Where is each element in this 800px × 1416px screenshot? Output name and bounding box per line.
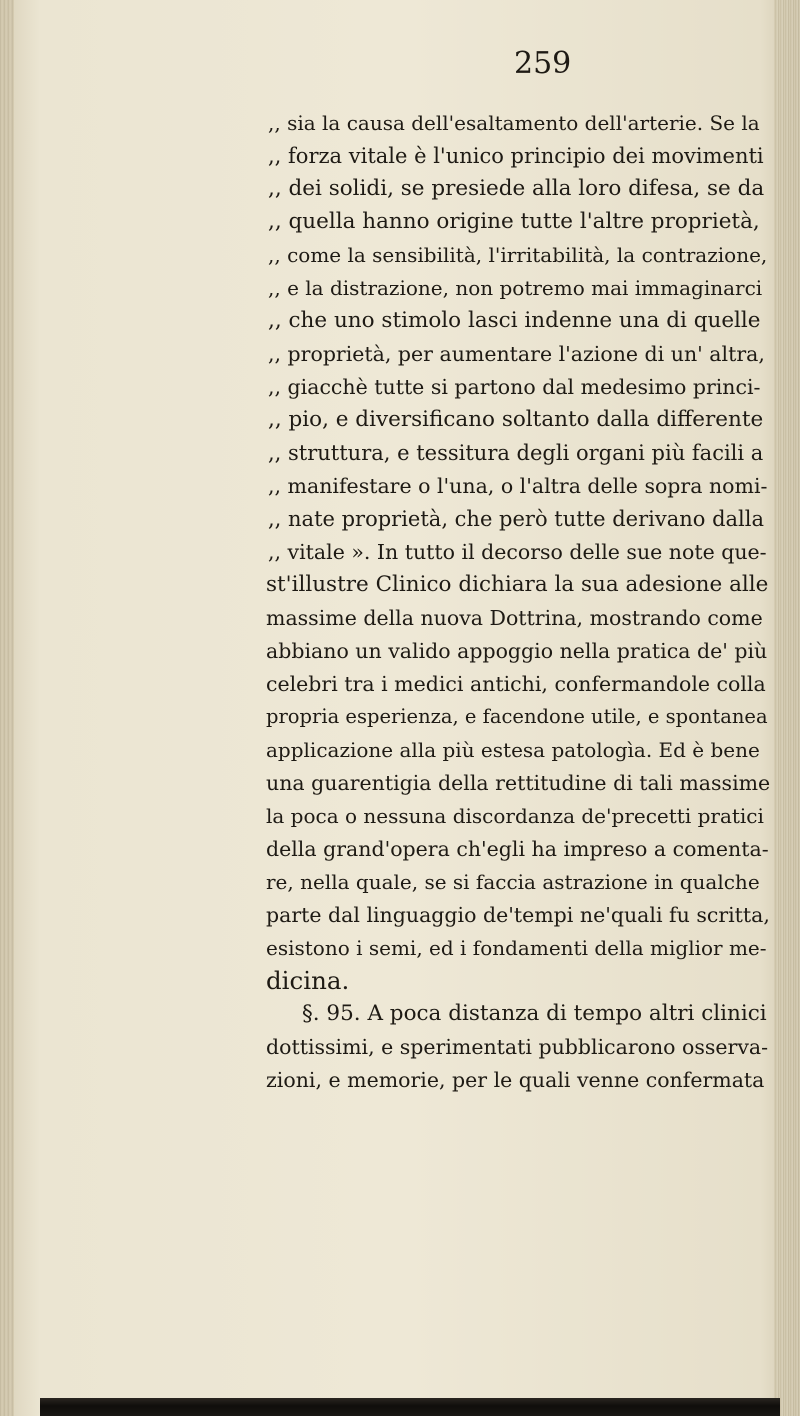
text-line: parte dal linguaggio de'tempi ne'quali fu scritta, [266, 903, 770, 927]
text-line: dicina. [266, 966, 350, 995]
page-number: 259 [514, 46, 572, 81]
text-line: applicazione alla più estesa patologìa. Ed è bene [266, 738, 760, 762]
text-line: ,, proprietà, per aumentare l'azione di un' altra, [268, 342, 765, 366]
text-line: ,, pio, e diversificano soltanto dalla differente [268, 407, 764, 432]
text-line: propria esperienza, e facendone utile, e spontanea [266, 705, 768, 728]
text-line: celebri tra i medici antichi, confermandole colla [266, 672, 766, 696]
text-line: esistono i semi, ed i fondamenti della miglior me- [266, 936, 767, 960]
text-line: zioni, e memorie, per le quali venne confermata [266, 1068, 765, 1092]
text-line: ,, come la sensibilità, l'irritabilità, la contrazione, [268, 243, 768, 267]
text-line: ,, struttura, e tessitura degli organi più facili a [268, 441, 764, 465]
text-line: ,, manifestare o l'una, o l'altra delle sopra nomi- [268, 474, 768, 498]
text-line: dottissimi, e sperimentati pubblicarono osserva- [266, 1035, 769, 1059]
text-line: abbiano un valido appoggio nella pratica de' più [266, 639, 768, 663]
text-line: st'illustre Clinico dichiara la sua adesione alle [266, 572, 769, 597]
text-line: massime della nuova Dottrina, mostrando come [266, 606, 763, 630]
text-line: ,, nate proprietà, che però tutte derivano dalla [268, 507, 765, 531]
text-line: una guarentigia della rettitudine di tali massime [266, 771, 771, 795]
text-line: ,, e la distrazione, non potremo mai immaginarci [268, 276, 763, 300]
text-line: ,, sia la causa dell'esaltamento dell'arterie. Se la [268, 111, 760, 135]
text-line: ,, quella hanno origine tutte l'altre proprietà, [268, 209, 760, 234]
scan-binding-edge [40, 1398, 780, 1416]
text-line: ,, dei solidi, se presiede alla loro difesa, se da [268, 176, 765, 201]
text-line: re, nella quale, se si faccia astrazione in qualche [266, 870, 760, 894]
page-left-edge [0, 0, 14, 1416]
text-line: ,, che uno stimolo lasci indenne una di quelle [268, 308, 761, 333]
text-line: ,, vitale ». In tutto il decorso delle sue note que- [268, 540, 767, 564]
text-line: ,, giacchè tutte si partono dal medesimo princi- [268, 375, 761, 399]
page-right-edge [774, 0, 800, 1416]
text-line: §. 95. A poca distanza di tempo altri clinici [302, 1001, 767, 1026]
text-line: ,, forza vitale è l'unico principio dei movimenti [268, 144, 764, 168]
text-line: la poca o nessuna discordanza de'precetti pratici [266, 804, 764, 828]
text-line: della grand'opera ch'egli ha impreso a comenta- [266, 837, 769, 861]
